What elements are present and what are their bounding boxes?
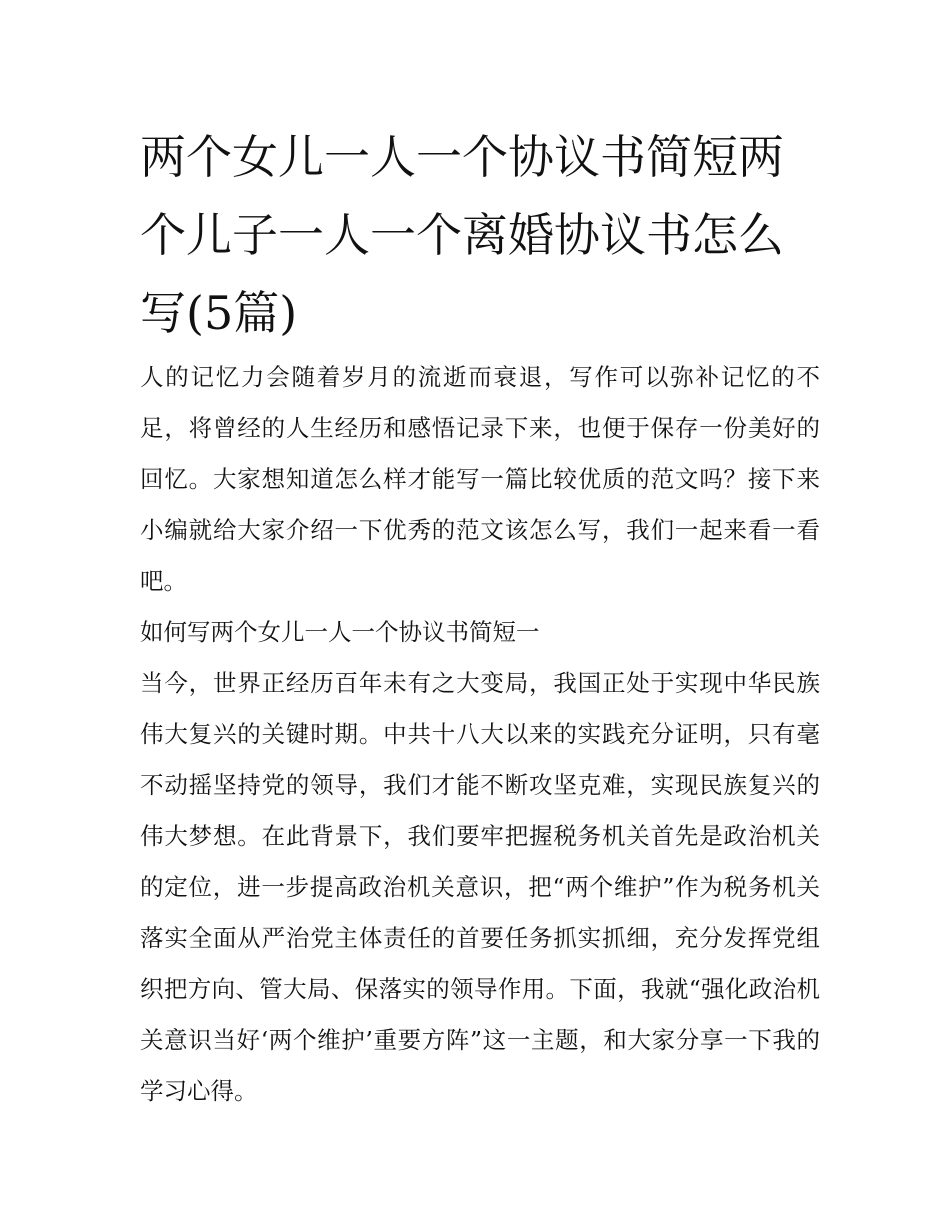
document-body [140,352,820,1117]
section-paragraph: 当今，世界正经历百年未有之大变局，我国正处于实现中华民族伟大复兴的关键时期。中共十八大以来的实践充分证明，只有毫不动摇坚持党的领导，我们才能不断攻坚克难，实现民族复兴的伟大梦想。在此背景下，我们要牢把握税务机关首先是政治机关的定位，进一步提高政治机关意识，把“两个维护”作为税务机关落实全面从严治党主体责任的首要任务抓实抓细，充分发挥党组织把方向、管大局、保落实的领导作用。下面，我就“强化政治机关意识当好‘两个维护’重要方阵”这一主题，和大家分享一下我的学习心得。 [140,669,820,1105]
intro-paragraph: 人的记忆力会随着岁月的流逝而衰退，写作可以弥补记忆的不足，将曾经的人生经历和感悟记录下来，也便于保存一份美好的回忆。大家想知道怎么样才能写一篇比较优质的范文吗？接下来小编就给大家介绍一下优秀的范文该怎么写，我们一起来看一看吧。 [140,363,820,595]
document-title: 两个女儿一人一个协议书简短两个儿子一人一个离婚协议书怎么写(5篇) [140,130,784,340]
section-heading: 如何写两个女儿一人一个协议书简短一 [140,618,540,646]
